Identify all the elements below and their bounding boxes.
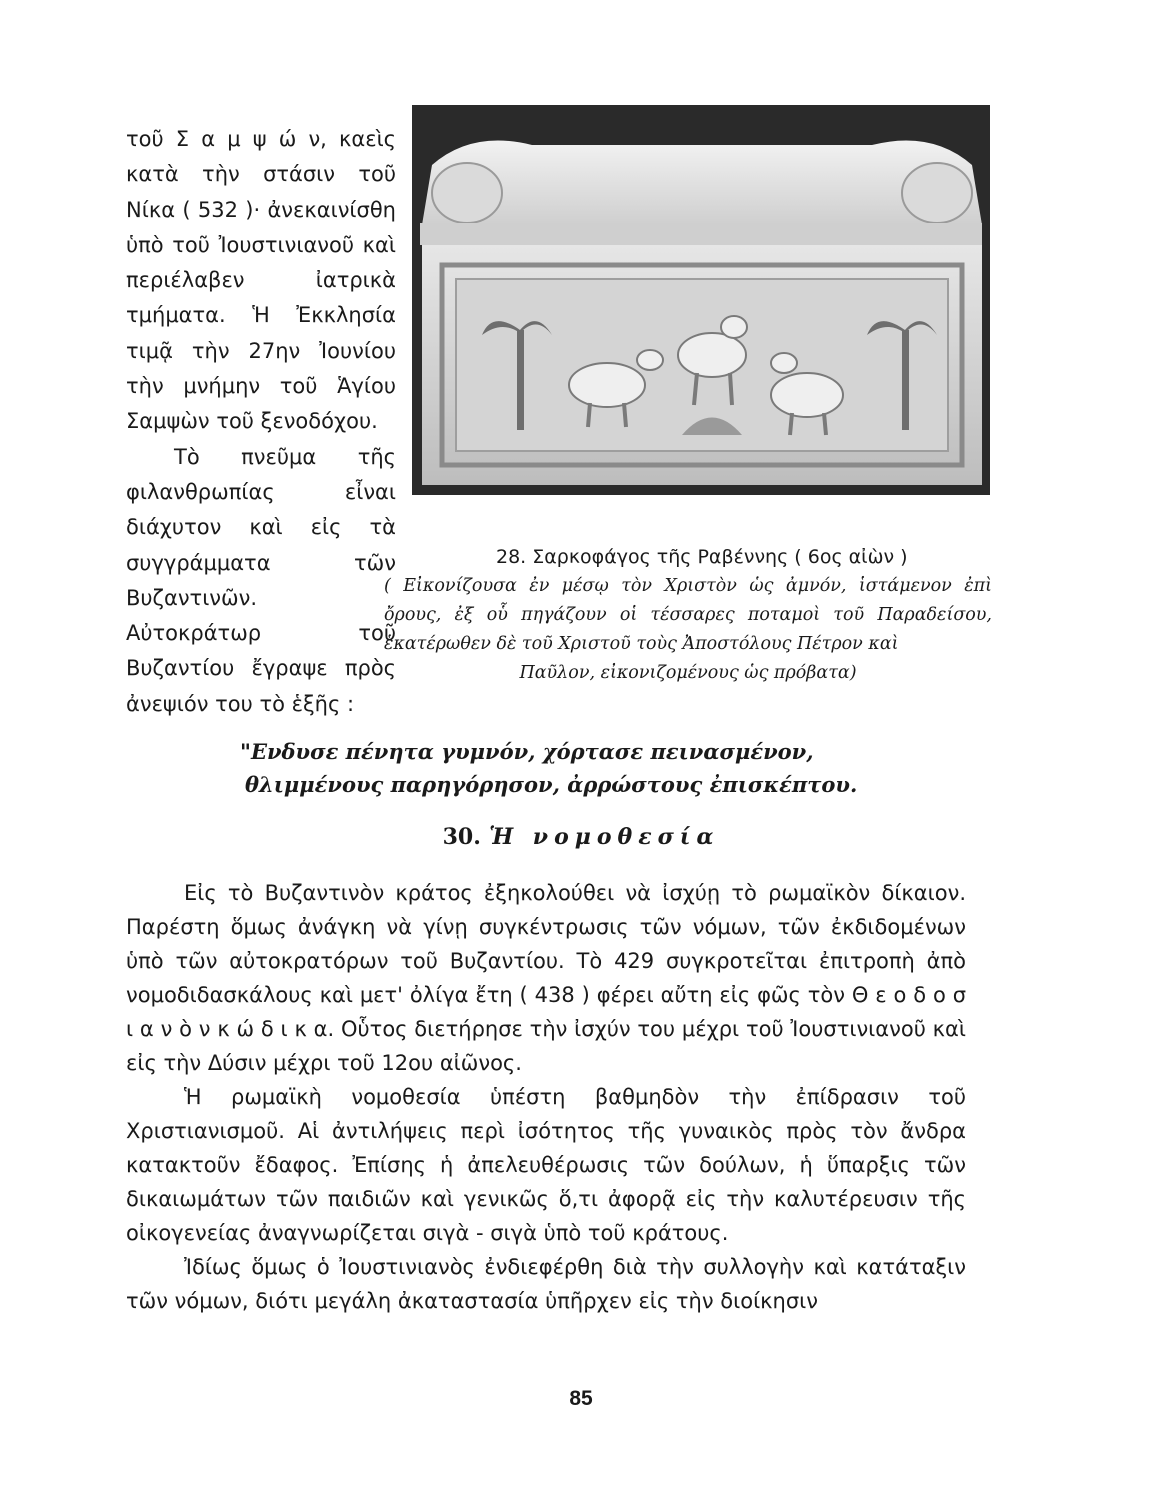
- left-paragraph-2: Τὸ πνεῦμα τῆς φιλανθρωπίας εἶναι διάχυτον καὶ εἰς τὰ συγγράμματα τῶν Βυζαντινῶν. Αὐτοκράτωρ τοῦ Βυζαντίου ἔγραψε πρὸς ἀνεψιόν του τὸ ἑξῆς :: [126, 444, 396, 716]
- figure-description-main: ( Εἰκονίζουσα ἐν μέσῳ τὸν Χριστὸν ὡς ἀμνόν, ἱστάμενον ἐπὶ ὄρους, ἐξ οὗ πηγάζουν οἱ τέσσαρες ποταμοὶ τοῦ Παραδείσου, ἑκατέρωθεν δὲ τοῦ Χριστοῦ τοὺς Ἀποστόλους Πέτρον καὶ: [384, 576, 992, 654]
- sarcophagus-illustration: [412, 105, 990, 495]
- section-title: Ἡ νομοθεσία: [489, 824, 720, 850]
- figure-caption: [384, 542, 992, 688]
- section-number: 30.: [442, 824, 481, 850]
- section-heading: [0, 824, 1162, 850]
- body-paragraph-1: Εἰς τὸ Βυζαντινὸν κράτος ἐξηκολούθει νὰ ἰσχύῃ τὸ ρωμαϊκὸν δίκαιον. Παρέστη ὅμως ἀνάγκη νὰ γίνῃ συγκέντρωσις τῶν νόμων, τῶν ἐκδιδομένων ὑπὸ τῶν αὐτοκρατόρων τοῦ Βυζαντίου. Τὸ 429 συγκροτεῖται ἐπιτροπὴ ἀπὸ νομοδιδασκάλους καὶ μετ' ὀλίγα ἔτη ( 438 ) φέρει αὔτη εἰς φῶς τὸν Θ ε ο δ ο σ ι α ν ὸ ν κ ώ δ ι κ α. Οὗτος διετήρησε τὴν ἰσχύν του μέχρι τοῦ Ἰουστινιανοῦ καὶ εἰς τὴν Δύσιν μέχρι τοῦ 12ου αἰῶνος.: [126, 881, 966, 1075]
- left-paragraph-1: τοῦ Σ α μ ψ ώ ν, καεὶς κατὰ τὴν στάσιν τοῦ Νίκα ( 532 )· ἀνεκαινίσθη ὑπὸ τοῦ Ἰουστινιανοῦ καὶ περιέλαβεν ἰατρικὰ τμήματα. Ἡ Ἐκκλησία τιμᾷ τὴν 27ην Ἰουνίου τὴν μνήμην τοῦ Ἁγίου Σαμψὼν τοῦ ξενοδόχου.: [126, 127, 396, 434]
- body-paragraph-3: Ἰδίως ὅμως ὁ Ἰουστινιανὸς ἐνδιεφέρθη διὰ τὴν συλλογὴν καὶ κατάταξιν τῶν νόμων, διότι μεγάλη ἀκαταστασία ὑπῆρχεν εἰς τὴν διοίκησιν: [126, 1255, 966, 1313]
- body-paragraph-2: Ἡ ρωμαϊκὴ νομοθεσία ὑπέστη βαθμηδὸν τὴν ἐπίδρασιν τοῦ Χριστιανισμοῦ. Αἱ ἀντιλήψεις περὶ ἰσότητος τῆς γυναικὸς πρὸς τὸν ἄνδρα κατακτοῦν ἔδαφος. Ἐπίσης ἡ ἀπελευθέρωσις τῶν δούλων, ἡ ὕπαρξις τῶν δικαιωμάτων τῶν παιδιῶν καὶ γενικῶς ὅ,τι ἀφορᾷ εἰς τὴν καλυτέρευσιν τῆς οἰκογενείας ἀναγνωρίζεται σιγὰ - σιγὰ ὑπὸ τοῦ κράτους.: [126, 1085, 966, 1245]
- quote-line-2: θλιμμένους παρηγόρησον, ἀρρώστους ἐπισκέπτου.: [245, 772, 858, 797]
- main-body-text: [126, 876, 966, 1318]
- emperor-quote: [240, 735, 1000, 801]
- sarcophagus-photo: [412, 105, 990, 495]
- figure-description: [384, 572, 992, 688]
- page-number: 85: [569, 1387, 593, 1410]
- figure-description-last: Παῦλον, εἰκονιζομένους ὡς πρόβατα): [519, 663, 857, 683]
- quote-line-1: "Ενδυσε πένητα γυμνόν, χόρτασε πεινασμένον,: [240, 739, 814, 764]
- figure-title: 28. Σαρκοφάγος τῆς Ραβέννης ( 6ος αἰὼν ): [496, 546, 908, 568]
- left-column-text: [126, 122, 396, 722]
